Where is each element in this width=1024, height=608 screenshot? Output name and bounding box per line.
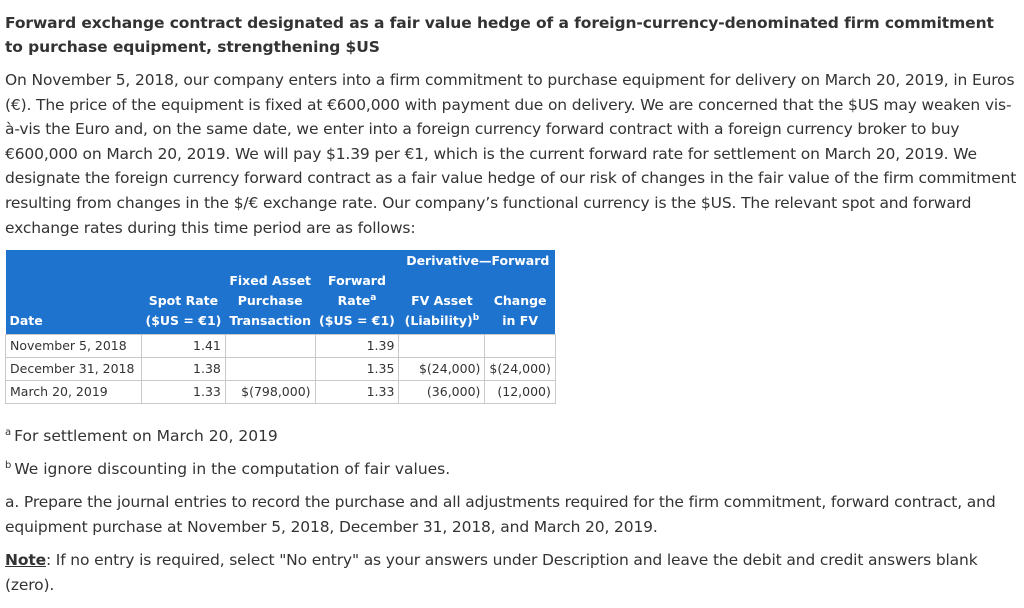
header-change-fv [485, 271, 555, 335]
header-fwd-line2: Rate [337, 293, 371, 308]
cell-change: (12,000) [485, 381, 555, 404]
table-row [6, 358, 556, 381]
header-fwd-line1: Forward [328, 273, 386, 288]
footnote-a-text: For settlement on March 20, 2019 [14, 427, 278, 445]
note-text: : If no entry is required, select "No entry" as your answers under Description and leave the debit and credit answers blank (zero). [5, 551, 978, 594]
cell-change: $(24,000) [485, 358, 555, 381]
cell-spot: 1.38 [142, 358, 226, 381]
header-fa-line2: Purchase [237, 293, 303, 308]
header-fv-line1: FV Asset [411, 293, 473, 308]
exchange-rate-table [5, 250, 556, 404]
cell-fixed-asset [225, 358, 315, 381]
cell-fv: (36,000) [399, 381, 485, 404]
table-header-row [6, 271, 556, 335]
footnote-b-marker: b [472, 312, 480, 323]
note-label: Note [5, 551, 46, 569]
cell-date: November 5, 2018 [6, 335, 142, 358]
header-date [6, 271, 142, 335]
cell-fv: $(24,000) [399, 358, 485, 381]
header-fv-line2: (Liability) [404, 313, 473, 328]
header-forward-rate [315, 271, 399, 335]
header-spot-rate [142, 271, 226, 335]
problem-intro: On November 5, 2018, our company enters into a firm commitment to purchase equipment for delivery on March 20, 2019, in Euros (€). The price of the equipment is fixed at €600,000 with payment due on delivery. We are concerned that the $US may weaken vis-à-vis the Euro and, on the same date, we enter into a foreign currency forward contract with a foreign currency broker to buy €600,000 on March 20, 2019. We will pay $1.39 per €1, which is the current forward rate for settlement on March 20, 2019. We designate the foreign currency forward contract as a fair value hedge of our risk of changes in the fair value of the firm commitment resulting from changes in the $/€ exchange rate. Our company’s functional currency is the $US. The relevant spot and forward exchange rates during this time period are as follows: [5, 71, 1017, 237]
table-group-header-row [6, 250, 556, 271]
footnote-b-mark: b [5, 459, 12, 471]
header-spot-line1: Spot Rate [148, 293, 219, 308]
header-fv-asset [399, 271, 485, 335]
cell-spot: 1.33 [142, 381, 226, 404]
cell-date: December 31, 2018 [6, 358, 142, 381]
derivative-forward-header: Derivative—Forward [399, 250, 555, 271]
cell-change [485, 335, 555, 358]
cell-forward: 1.35 [315, 358, 399, 381]
header-fa-line1: Fixed Asset [229, 273, 312, 288]
footnote-a-marker: a [370, 292, 377, 303]
footnote-a-mark: a [5, 426, 12, 438]
footnote-a [5, 425, 278, 447]
cell-spot: 1.41 [142, 335, 226, 358]
header-fa-line3: Transaction [229, 313, 312, 328]
cell-forward: 1.39 [315, 335, 399, 358]
cell-fixed-asset: $(798,000) [225, 381, 315, 404]
note-paragraph [5, 548, 1015, 598]
table-row [6, 335, 556, 358]
footnote-b-text: We ignore discounting in the computation of fair values. [14, 460, 451, 478]
cell-date: March 20, 2019 [6, 381, 142, 404]
header-chg-line2: in FV [502, 313, 538, 328]
question-a: a. Prepare the journal entries to record the purchase and all adjustments required for the firm commitment, forward contract, and equipment purchase at November 5, 2018, December 31, 2018, and March 20, 2019. [5, 493, 996, 536]
header-spot-line2: ($US = €1) [145, 313, 222, 328]
table-row [6, 381, 556, 404]
cell-fixed-asset [225, 335, 315, 358]
cell-fv [399, 335, 485, 358]
header-date-label: Date [9, 313, 43, 328]
cell-forward: 1.33 [315, 381, 399, 404]
header-chg-line1: Change [493, 293, 547, 308]
problem-title: Forward exchange contract designated as a fair value hedge of a foreign-currency-denominated firm commitment to purchase equipment, strengthening $US [5, 14, 994, 56]
header-fwd-line3: ($US = €1) [319, 313, 395, 328]
footnote-b [5, 458, 450, 480]
header-fixed-asset [225, 271, 315, 335]
